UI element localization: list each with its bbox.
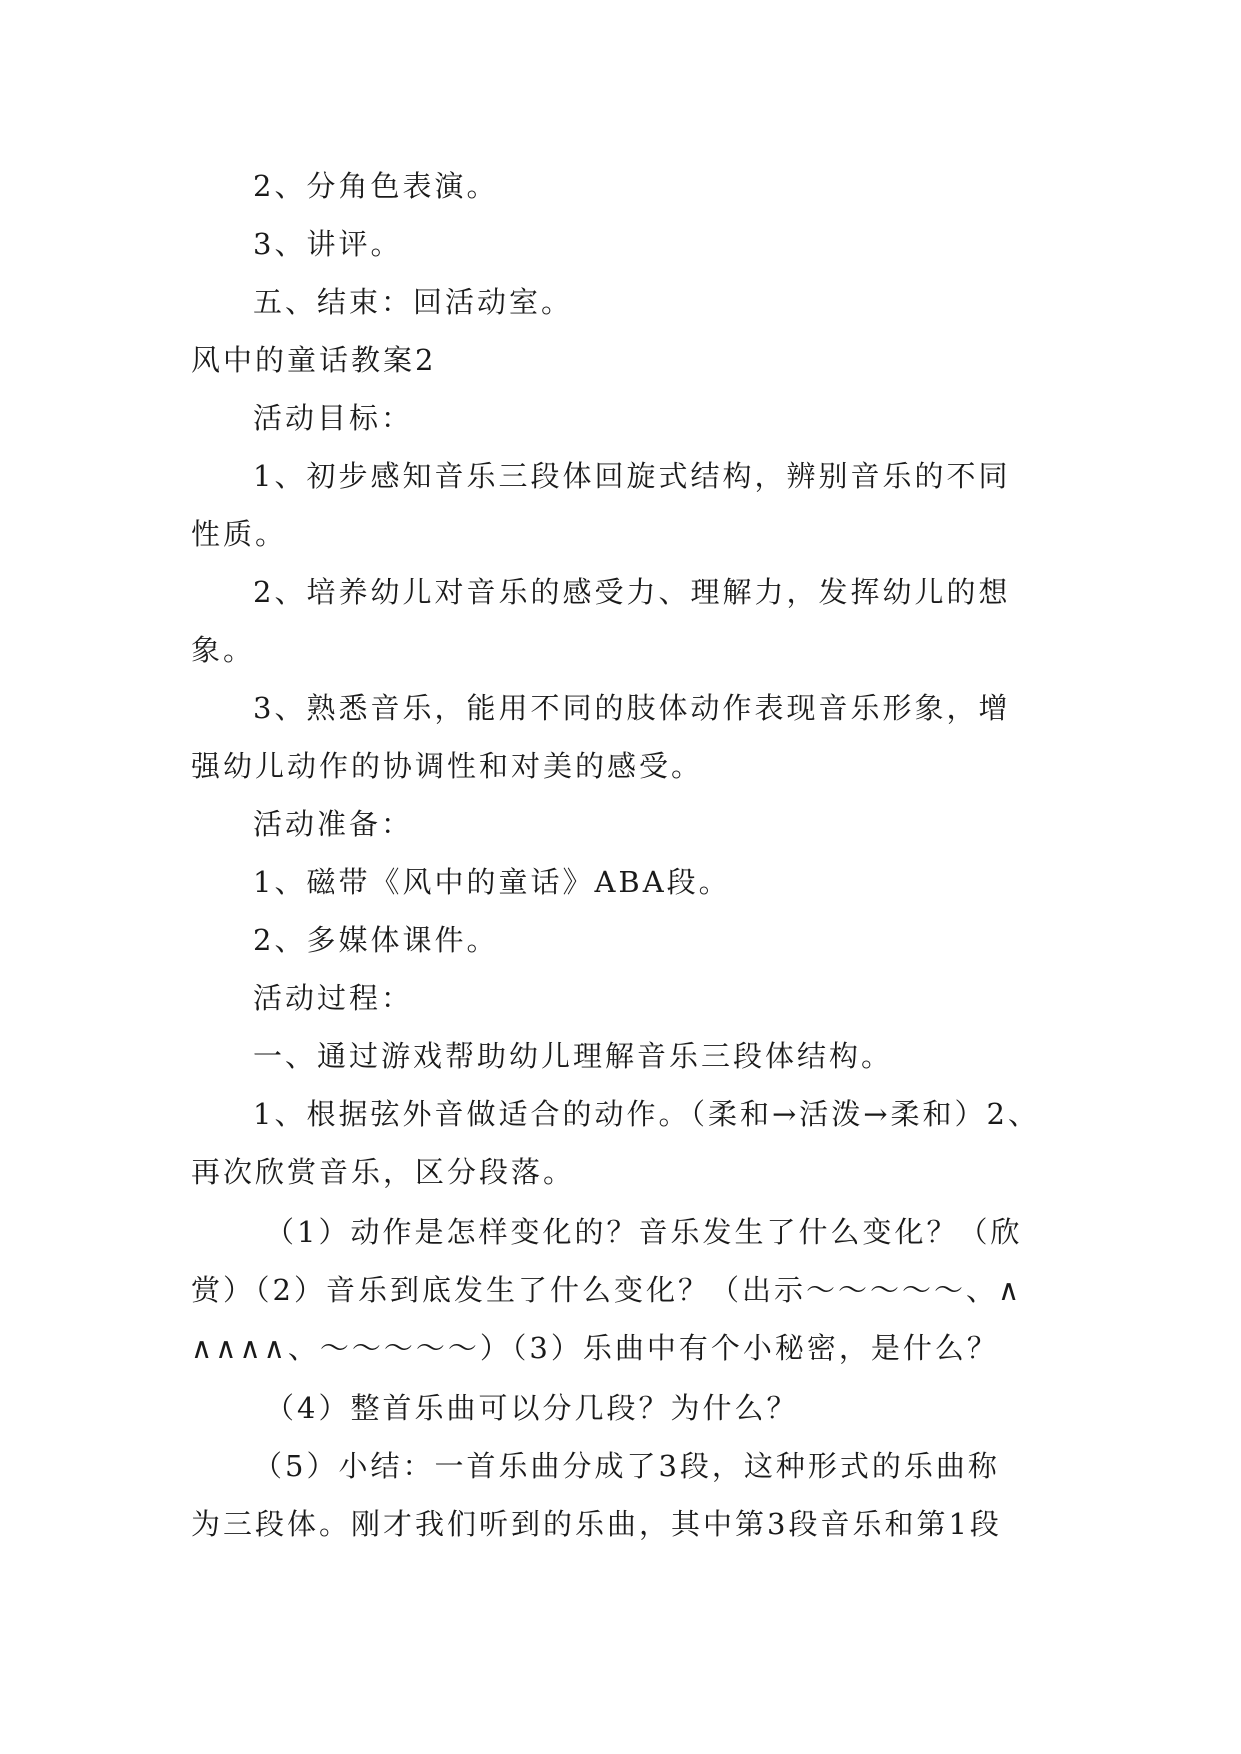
text-line: 再次欣赏音乐，区分段落。 [191, 1155, 576, 1189]
text-line: 2、培养幼儿对音乐的感受力、理解力，发挥幼儿的想 [253, 575, 1011, 609]
text-line: 1、根据弦外音做适合的动作。（柔和→活泼→柔和）2、 [253, 1097, 1041, 1131]
text-line: 2、分角色表演。 [253, 169, 499, 203]
text-line: 性质。 [191, 517, 288, 551]
text-line: 一、通过游戏帮助幼儿理解音乐三段体结构。 [253, 1039, 894, 1073]
text-line: 1、磁带《风中的童话》ABA段。 [253, 865, 731, 899]
text-line: 强幼儿动作的协调性和对美的感受。 [191, 749, 704, 783]
section-heading: 风中的童话教案2 [191, 343, 437, 377]
text-line: 为三段体。刚才我们听到的乐曲，其中第3段音乐和第1段 [191, 1507, 1002, 1541]
text-line: 赏）（2）音乐到底发生了什么变化？（出示～～～～～、∧ [191, 1273, 1023, 1307]
text-line: 象。 [191, 633, 256, 667]
text-line: ∧∧∧∧、～～～～～）（3）乐曲中有个小秘密，是什么？ [191, 1331, 999, 1365]
text-line: 3、讲评。 [253, 227, 403, 261]
text-line: 2、多媒体课件。 [253, 923, 499, 957]
text-line: 1、初步感知音乐三段体回旋式结构，辨别音乐的不同 [253, 459, 1011, 493]
text-line: 3、熟悉音乐，能用不同的肢体动作表现音乐形象，增 [253, 691, 1011, 725]
text-line: （5）小结：一首乐曲分成了3段，这种形式的乐曲称 [253, 1449, 1000, 1483]
text-line: 五、结束：回活动室。 [253, 285, 574, 319]
text-line: （4）整首乐曲可以分几段？为什么？ [265, 1391, 799, 1425]
text-line: 活动过程： [253, 981, 414, 1015]
text-line: 活动目标： [253, 401, 414, 435]
text-line: （1）动作是怎样变化的？音乐发生了什么变化？（欣 [265, 1215, 1023, 1249]
text-line: 活动准备： [253, 807, 414, 841]
